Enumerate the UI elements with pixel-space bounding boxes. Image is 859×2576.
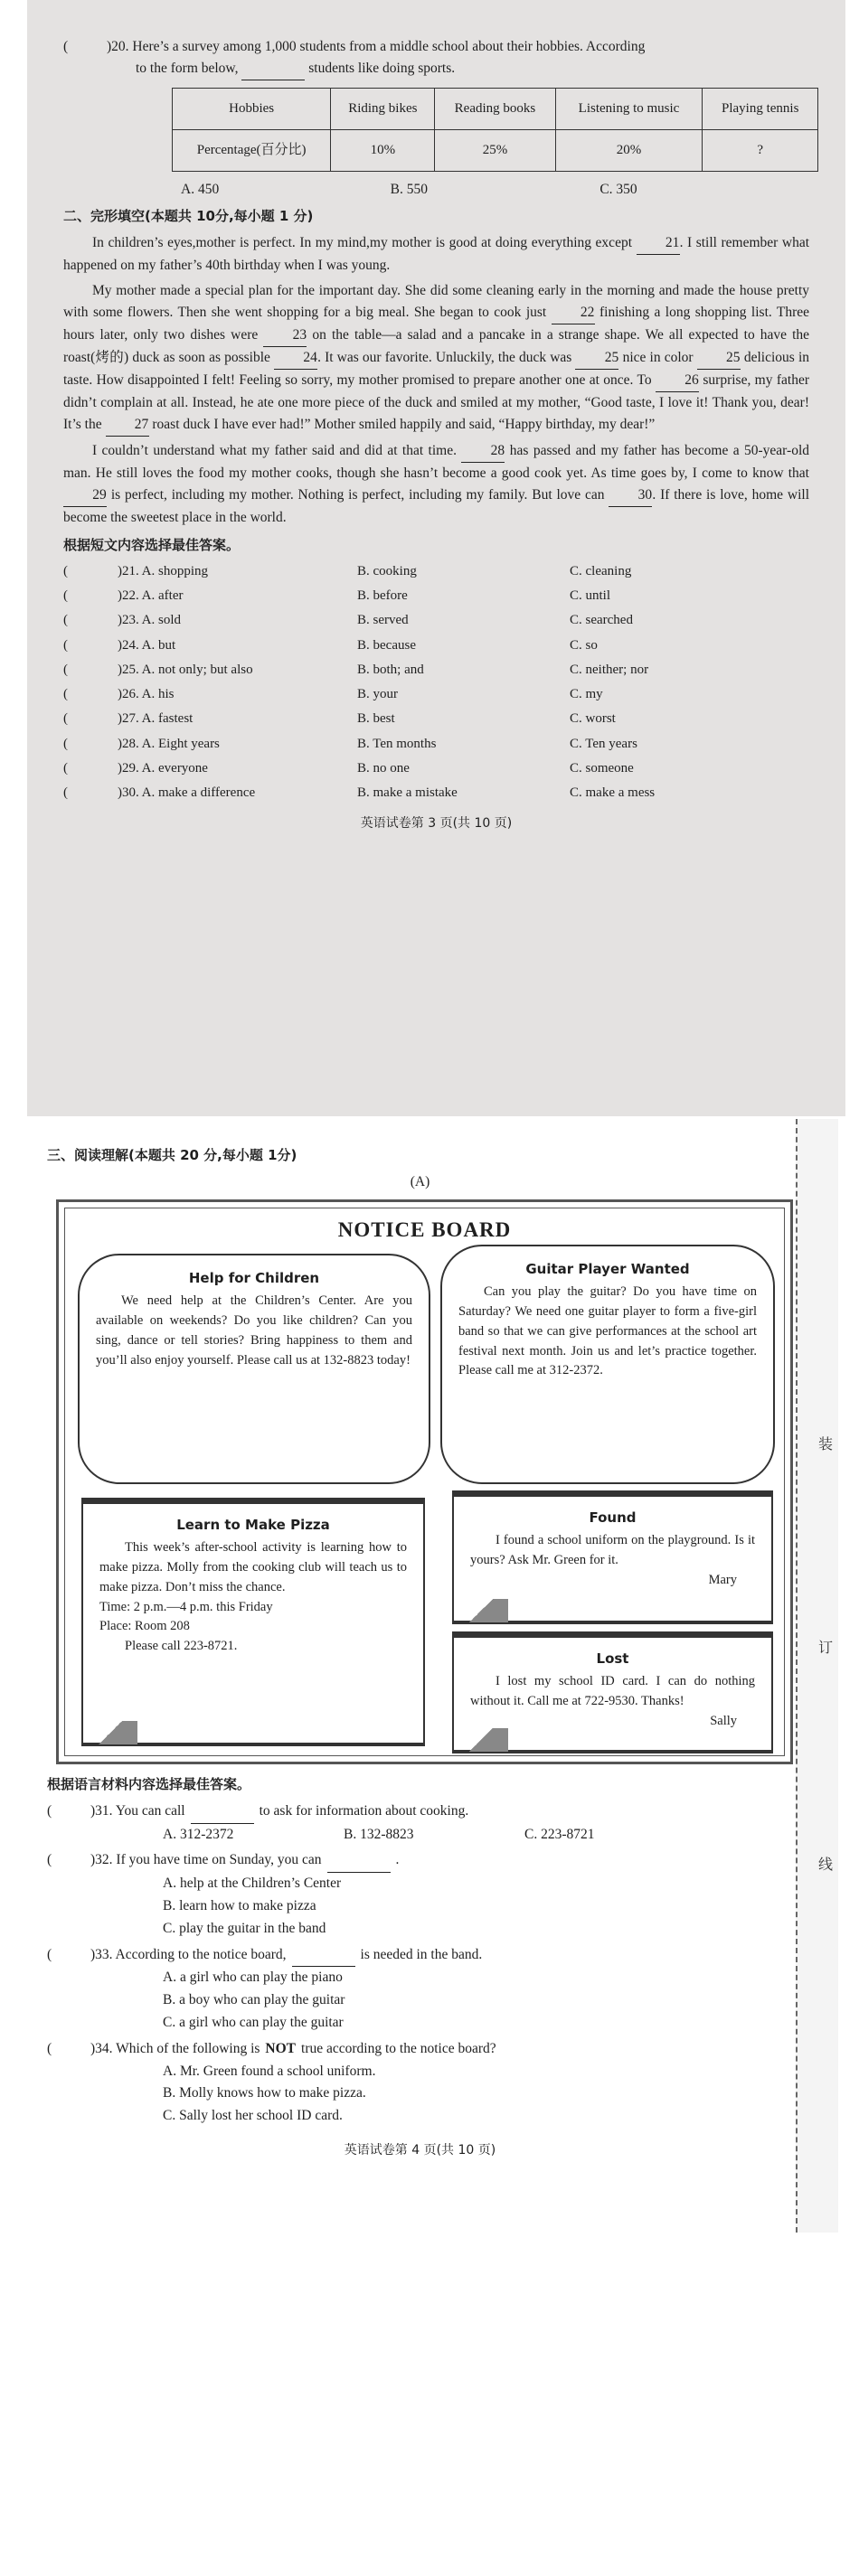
text: . It was our favorite. Unluckily, the duck was (317, 350, 572, 366)
option-a[interactable]: )29. A. everyone (118, 760, 208, 776)
notice-title: Guitar Player Wanted (525, 1260, 690, 1277)
answer-paren[interactable]: ( (63, 785, 68, 800)
part-label: (A) (410, 1174, 430, 1189)
option-c[interactable]: C. 223-8721 (524, 1826, 595, 1842)
option-c[interactable]: C. searched (570, 613, 633, 628)
answer-blank[interactable] (191, 1800, 254, 1824)
text: is perfect, including my mother. Nothing is perfect, including my family. But love can (110, 487, 605, 503)
option-a[interactable]: A. Mr. Green found a school uniform. (163, 2063, 376, 2079)
blank-28[interactable]: 28 (461, 440, 505, 463)
answer-blank[interactable] (327, 1849, 391, 1873)
binding-label: 订 (818, 1641, 834, 1656)
blank-24[interactable]: 24 (274, 347, 317, 370)
notice-signature: Mary (708, 1572, 737, 1587)
text: nice in color (622, 350, 694, 366)
notice-board-title: NOTICE BOARD (337, 1217, 512, 1241)
text: In children’s eyes,mother is perfect. In my mind,my mother is good at doing everything except (92, 235, 633, 251)
section-title-reading: 三、阅读理解(本题共 20 分,每小题 1分) (47, 1147, 297, 1163)
answer-paren[interactable]: ( (63, 588, 68, 603)
notice-signature: Sally (710, 1713, 737, 1728)
cloze-options (63, 561, 809, 804)
question-stem: )34. Which of the following is (90, 2040, 260, 2056)
cloze-instruction: 根据短文内容选择最佳答案。 (63, 536, 241, 553)
blank-29[interactable]: 29 (63, 484, 107, 507)
notice-place: Place: Room 208 (99, 1619, 190, 1634)
table-cell: ? (703, 130, 818, 172)
option-a[interactable]: )25. A. not only; but also (118, 662, 253, 677)
answer-paren[interactable]: ( (63, 736, 68, 751)
paragraph (63, 440, 809, 529)
table-header: Playing tennis (703, 89, 818, 130)
table-row (173, 130, 818, 172)
option-a[interactable]: )26. A. his (118, 687, 175, 701)
table-header: Listening to music (555, 89, 703, 130)
option-b[interactable]: B. Molly knows how to make pizza. (163, 2085, 366, 2101)
blank-21[interactable]: 21 (637, 232, 680, 255)
choice-a[interactable]: A. 450 (181, 182, 220, 198)
option-c[interactable]: C. Sally lost her school ID card. (163, 2108, 343, 2124)
question-stem-cont: is needed in the band. (360, 1946, 483, 1962)
answer-paren[interactable]: ( (47, 2040, 52, 2056)
paragraph (63, 232, 809, 277)
answer-paren[interactable]: ( (47, 1852, 52, 1868)
text: delicious in taste. How disappointed I felt! Feeling so sorry, my mother promised to prepare another one at once. To (63, 350, 810, 389)
answer-paren[interactable]: ( (47, 1946, 52, 1962)
table-header: Hobbies (173, 89, 331, 130)
paragraph (63, 280, 809, 437)
option-a[interactable]: A. 312-2372 (163, 1826, 234, 1842)
question-34 (47, 2038, 793, 2128)
blank-23[interactable]: 23 (263, 324, 307, 347)
option-a[interactable]: )21. A. shopping (118, 563, 209, 578)
page-footer: 英语试卷第 4 页(共 10 页) (344, 2142, 496, 2158)
option-b[interactable]: B. because (357, 637, 416, 653)
answer-paren[interactable]: ( (47, 1802, 52, 1819)
text: I couldn’t understand what my father said and did at that time. (92, 443, 457, 459)
notice-title: Learn to Make Pizza (176, 1516, 330, 1533)
notice-text: This week’s after-school activity is learning how to make pizza. Molly from the cooking club will teach us to make pizza. Don’t miss the chance. (99, 1540, 407, 1594)
table-cell: 25% (435, 130, 555, 172)
binding-margin (796, 1119, 838, 2233)
option-c[interactable]: C. a girl who can play the guitar (163, 2014, 344, 2030)
text: surprise, my father didn’t complain at all. Instead, he ate one more piece of the duck and smiled at my mother, “Good taste, I love it! Thank you, dear! It’s the (63, 372, 809, 433)
binding-label: 装 (818, 1437, 834, 1453)
option-c[interactable]: C. until (570, 588, 611, 603)
emphasis-not: NOT (265, 2040, 297, 2056)
text: roast duck I have ever had!” Mother smiled happily and said, “Happy birthday, my dear!” (152, 417, 656, 433)
option-c[interactable]: C. make a mess (570, 785, 656, 800)
notice-text: We need help at the Children’s Center. Are you available on weekends? Do you like children? Can you sing, dance or tell stories? Bring happiness to them and you’ll also enjoy yourself. Please call us at 132-8823 today! (96, 1293, 412, 1368)
option-a[interactable]: )24. A. but (118, 637, 176, 653)
answer-paren[interactable]: ( (63, 662, 68, 677)
option-c[interactable]: C. someone (570, 760, 634, 776)
notice-text: I found a school uniform on the playground. Is it yours? Ask Mr. Green for it. (470, 1533, 755, 1568)
option-b[interactable]: B. a boy who can play the guitar (163, 1992, 345, 2008)
option-a[interactable]: )30. A. make a difference (118, 785, 256, 800)
choice-b[interactable]: B. 550 (390, 182, 429, 198)
notice-lost (452, 1631, 773, 1753)
answer-paren[interactable]: ( (63, 711, 68, 727)
option-a[interactable]: )27. A. fastest (118, 711, 194, 727)
exam-page-4 (20, 1119, 838, 2233)
blank-25b[interactable]: 25 (697, 347, 741, 370)
notice-board (56, 1199, 793, 1764)
paper-fold-icon (454, 1728, 508, 1752)
choice-c[interactable]: C. 350 (599, 182, 637, 198)
answer-paren[interactable]: ( (63, 39, 69, 54)
answer-blank[interactable] (241, 58, 305, 80)
notice-make-pizza (81, 1498, 425, 1746)
option-a[interactable]: )22. A. after (118, 588, 184, 603)
blank-30[interactable]: 30 (609, 484, 652, 507)
text: . If there is love, home will become the sweetest place in the world. (63, 487, 810, 526)
blank-22[interactable]: 22 (552, 302, 595, 324)
question-31 (47, 1800, 793, 1847)
notice-guitar-player (440, 1245, 775, 1484)
text: on the table—a salad and a pancake in a strange shape. We all expected to have the roast(烤的) duck as soon as possible (63, 327, 810, 366)
question-stem-cont: to ask for information about cooking. (259, 1802, 469, 1819)
question-stem: )33. According to the notice board, (90, 1946, 287, 1962)
option-b[interactable]: B. cooking (357, 563, 417, 578)
text: My mother made a special plan for the important day. She did some cleaning early in the morning and made the house pretty with some flowers. Then she went shopping for a big meal. She began to cook just (63, 283, 809, 321)
answer-paren[interactable]: ( (63, 613, 68, 628)
table-cell: Percentage(百分比) (173, 130, 331, 172)
option-b[interactable]: B. no one (357, 760, 410, 776)
option-c[interactable]: C. neither; nor (570, 662, 649, 677)
question-stem: )32. If you have time on Sunday, you can (90, 1852, 322, 1868)
table-header: Riding bikes (331, 89, 435, 130)
cloze-passage (63, 232, 809, 529)
table-cell: 10% (331, 130, 435, 172)
survey-table (172, 88, 818, 172)
option-c[interactable]: C. Ten years (570, 736, 637, 751)
option-c[interactable]: C. so (570, 637, 598, 653)
table-cell: 20% (555, 130, 703, 172)
text: . I still remember what happened on my father’s 40th birthday when I was young. (63, 235, 810, 274)
answer-paren[interactable]: ( (63, 637, 68, 653)
question-stem-cont: to the form below, (136, 61, 239, 77)
blank-25a[interactable]: 25 (575, 347, 618, 370)
notice-title: Lost (596, 1650, 629, 1667)
question-stem: )20. Here’s a survey among 1,000 students from a middle school about their hobbies. According (107, 39, 646, 54)
question-20 (63, 36, 809, 201)
option-b[interactable]: B. served (357, 613, 409, 628)
text: has passed and my father has become a 50-year-old man. He still loves the food my mother cooks, though she hasn’t become a good cook yet. As time goes by, I come to know that (63, 443, 810, 482)
option-a[interactable]: )28. A. Eight years (118, 736, 220, 751)
choices (181, 179, 809, 201)
option-c[interactable]: C. cleaning (570, 563, 632, 578)
answer-paren[interactable]: ( (63, 760, 68, 776)
option-b[interactable]: B. your (357, 687, 398, 701)
option-c[interactable]: C. play the guitar in the band (163, 1920, 326, 1936)
option-c[interactable]: C. my (570, 687, 603, 701)
notice-title: Help for Children (188, 1269, 320, 1286)
question-stem: )31. You can call (90, 1802, 185, 1819)
option-b[interactable]: B. make a mistake (357, 785, 458, 800)
table-header: Reading books (435, 89, 555, 130)
notice-found (452, 1490, 773, 1624)
option-b[interactable]: B. 132-8823 (344, 1826, 414, 1842)
option-b[interactable]: B. Ten months (357, 736, 437, 751)
option-b[interactable]: B. learn how to make pizza (163, 1897, 316, 1913)
option-a[interactable]: A. a girl who can play the piano (163, 1970, 343, 1986)
question-stem-cont: true according to the notice board? (301, 2040, 496, 2056)
option-b[interactable]: B. before (357, 588, 408, 603)
paper-fold-icon (454, 1599, 508, 1622)
notice-help-children (78, 1254, 430, 1484)
option-a[interactable]: A. help at the Children’s Center (163, 1876, 342, 1892)
text: finishing a long shopping list. Three hours later, only two dishes were (63, 305, 810, 343)
question-33 (47, 1944, 793, 2035)
option-c[interactable]: C. worst (570, 711, 616, 727)
question-stem-cont: students like doing sports. (308, 61, 456, 77)
notice-time: Time: 2 p.m.—4 p.m. this Friday (99, 1599, 273, 1614)
paper-fold-icon (83, 1721, 137, 1744)
reading-instruction: 根据语言材料内容选择最佳答案。 (47, 1775, 251, 1792)
blank-27[interactable]: 27 (106, 414, 149, 437)
table-header-row (173, 89, 818, 130)
answer-blank[interactable] (292, 1944, 355, 1968)
notice-text: I lost my school ID card. I can do nothing without it. Call me at 722-9530. Thanks! (470, 1674, 755, 1709)
notice-phone: Please call 223-8721. (125, 1639, 238, 1654)
option-a[interactable]: )23. A. sold (118, 613, 182, 628)
blank-26[interactable]: 26 (656, 370, 699, 392)
answer-paren[interactable]: ( (63, 563, 68, 578)
question-32: ( )32. If you have time on Sunday, you can . A. help at the Children’s Center B. learn how to make pizza C. play the guitar in the band (47, 1849, 793, 1940)
answer-paren[interactable]: ( (63, 687, 68, 701)
exam-page-3 (27, 0, 845, 1116)
notice-title: Found (589, 1509, 637, 1526)
notice-text: Can you play the guitar? Do you have time on Saturday? We need one guitar player to form a five-girl band so that we can give performances at the school art festival next month. Join us and let’s practice together. Please call me at 312-2372. (458, 1284, 757, 1378)
option-b[interactable]: B. best (357, 711, 395, 727)
page-footer: 英语试卷第 3 页(共 10 页) (360, 816, 513, 832)
binding-label: 线 (818, 1857, 834, 1873)
section-title-cloze: 二、完形填空(本题共 10分,每小题 1 分) (63, 208, 314, 225)
option-b[interactable]: B. both; and (357, 662, 424, 677)
